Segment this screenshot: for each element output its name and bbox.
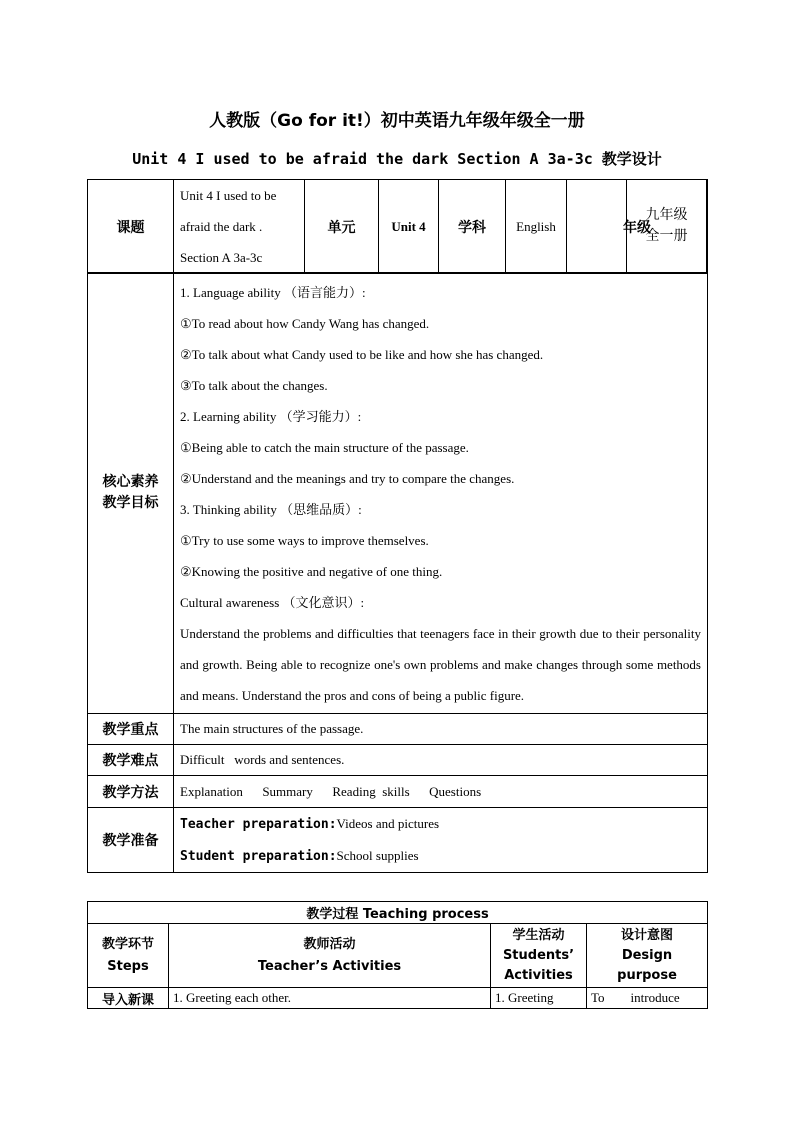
step-intro: 导入新课 bbox=[88, 988, 169, 1009]
goal-line: 3. Thinking ability （思维品质）: bbox=[180, 502, 362, 517]
goal-line: ①To read about how Candy Wang has changed. bbox=[180, 316, 430, 331]
preparation-value bbox=[174, 808, 708, 873]
methods-value: Explanation Summary Reading skills Questions bbox=[174, 776, 708, 808]
process-title-row bbox=[88, 902, 708, 924]
goals-table bbox=[87, 272, 708, 873]
document-title: 人教版（Go for it!）初中英语九年级年级全一册 bbox=[209, 111, 585, 131]
student-preparation bbox=[180, 840, 701, 872]
steps-header bbox=[88, 924, 169, 988]
goal-line: 1. Language ability （语言能力）: bbox=[180, 285, 366, 300]
goal-line: ①Try to use some ways to improve themselves. bbox=[180, 533, 429, 548]
goals-content bbox=[174, 273, 708, 714]
process-title: 教学过程 Teaching process bbox=[88, 902, 708, 924]
difficulties-value: Difficult words and sentences. bbox=[174, 745, 708, 776]
student-activities-header-en-2: Activities bbox=[504, 967, 573, 983]
methods-label: 教学方法 bbox=[88, 776, 174, 808]
steps-header-en: Steps bbox=[107, 958, 149, 974]
goal-line: ②Understand and the meanings and try to compare the changes. bbox=[180, 471, 515, 486]
student-activity-intro: 1. Greeting bbox=[491, 988, 587, 1009]
goals-label bbox=[88, 273, 174, 714]
key-points-value: The main structures of the passage. bbox=[174, 714, 708, 745]
subject-value: English bbox=[506, 180, 567, 274]
subtitle-english: Unit 4 I used to be afraid the dark Section A 3a-3c bbox=[132, 150, 593, 168]
cultural-awareness-paragraph: Understand the problems and difficulties that teenagers face in their growth due to their personality and growth. Being able to recognize one's own problems and make changes through some methods and means. Understand the pros and cons of being a public figure. bbox=[180, 626, 701, 703]
student-activities-header-en-1: Students’ bbox=[502, 947, 575, 963]
subtitle-chinese: 教学设计 bbox=[601, 150, 662, 168]
grade-value-table bbox=[626, 179, 707, 273]
document-subtitle bbox=[0, 148, 794, 169]
process-row-intro bbox=[88, 988, 708, 1009]
grade-value-line-2: 全一册 bbox=[645, 228, 688, 244]
teacher-preparation-value: Videos and pictures bbox=[336, 816, 440, 831]
teaching-process-table bbox=[87, 901, 708, 1009]
steps-header-cn: 教学环节 bbox=[101, 936, 154, 952]
goals-label-line-1: 核心素养 bbox=[102, 474, 159, 490]
design-purpose-header bbox=[587, 924, 708, 988]
topic-value bbox=[174, 180, 305, 274]
process-header-row bbox=[88, 924, 708, 988]
unit-label: 单元 bbox=[305, 180, 379, 274]
topic-line-1: Unit 4 I used to be bbox=[180, 188, 277, 203]
design-purpose-header-en-2: purpose bbox=[617, 967, 677, 983]
lesson-info-table bbox=[87, 179, 708, 274]
design-purpose-header-en-1: Design bbox=[621, 947, 673, 963]
goal-line: ③To talk about the changes. bbox=[180, 378, 328, 393]
grade-value-line-1: 九年级 bbox=[645, 207, 688, 223]
topic-line-3: Section A 3a-3c bbox=[180, 250, 263, 265]
grade-value bbox=[627, 180, 707, 273]
topic-line-2: afraid the dark . bbox=[180, 219, 263, 234]
topic-row bbox=[88, 180, 708, 274]
key-points-label: 教学重点 bbox=[88, 714, 174, 745]
teacher-activity-intro: 1. Greeting each other. bbox=[169, 988, 491, 1009]
goal-line: ①Being able to catch the main structure of the passage. bbox=[180, 440, 469, 455]
teacher-activities-header-cn: 教师活动 bbox=[303, 936, 356, 952]
design-purpose-header-cn: 设计意图 bbox=[621, 927, 674, 943]
topic-label: 课题 bbox=[88, 180, 174, 274]
teacher-preparation bbox=[180, 808, 701, 840]
goal-line: 2. Learning ability （学习能力）: bbox=[180, 409, 362, 424]
goal-line: Cultural awareness （文化意识）: bbox=[180, 595, 365, 610]
student-activities-header bbox=[491, 924, 587, 988]
preparation-label: 教学准备 bbox=[88, 808, 174, 873]
teacher-activities-header bbox=[169, 924, 491, 988]
purpose-intro: To introduce bbox=[587, 988, 708, 1009]
key-points-row bbox=[88, 714, 708, 745]
teacher-activities-header-en: Teacher’s Activities bbox=[257, 958, 402, 974]
goal-line: ②To talk about what Candy used to be like and how she has changed. bbox=[180, 347, 544, 362]
student-preparation-value: School supplies bbox=[336, 848, 419, 863]
unit-value: Unit 4 bbox=[379, 180, 439, 274]
student-activities-header-cn: 学生活动 bbox=[512, 927, 565, 943]
difficulties-label: 教学难点 bbox=[88, 745, 174, 776]
goals-label-line-2: 教学目标 bbox=[102, 495, 159, 511]
teacher-preparation-label: Teacher preparation: bbox=[180, 817, 337, 832]
subject-label: 学科 bbox=[439, 180, 506, 274]
student-preparation-label: Student preparation: bbox=[180, 849, 337, 864]
difficulties-row bbox=[88, 745, 708, 776]
grade-label: 年级 bbox=[567, 180, 708, 274]
methods-row bbox=[88, 776, 708, 808]
preparation-row bbox=[88, 808, 708, 873]
goal-line: ②Knowing the positive and negative of one thing. bbox=[180, 564, 443, 579]
goals-row bbox=[88, 273, 708, 714]
